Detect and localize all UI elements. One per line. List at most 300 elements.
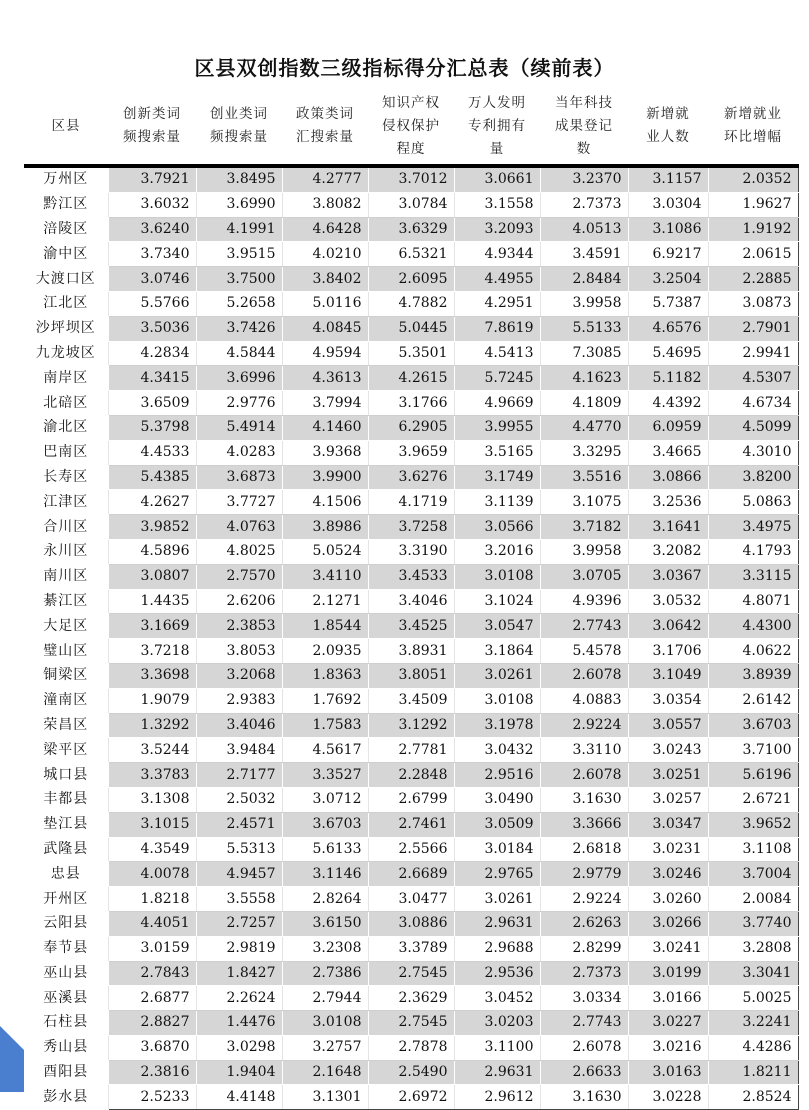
score-cell: 4.9457	[196, 862, 282, 887]
score-cell: 2.9383	[196, 688, 282, 713]
district-name: 黔江区	[24, 192, 108, 217]
score-cell: 2.6263	[540, 911, 628, 936]
table-row	[24, 1085, 798, 1110]
score-cell: 3.7426	[196, 316, 282, 341]
score-cell: 3.0266	[628, 911, 708, 936]
score-cell: 3.1015	[108, 812, 196, 837]
score-cell: 7.3085	[540, 341, 628, 366]
score-cell: 3.0243	[628, 738, 708, 763]
score-cell: 3.4665	[628, 440, 708, 465]
score-cell: 3.0159	[108, 936, 196, 961]
score-cell: 2.0352	[708, 166, 798, 192]
score-cell: 3.9659	[368, 440, 454, 465]
score-cell: 3.4110	[282, 564, 368, 589]
score-cell: 3.0184	[454, 837, 540, 862]
score-cell: 5.3501	[368, 341, 454, 366]
score-cell: 1.9192	[708, 217, 798, 242]
score-cell: 3.0166	[628, 986, 708, 1011]
score-cell: 3.3295	[540, 440, 628, 465]
score-cell: 3.7921	[108, 166, 196, 192]
score-cell: 3.8986	[282, 515, 368, 540]
score-cell: 4.0210	[282, 242, 368, 267]
score-cell: 5.7245	[454, 366, 540, 391]
score-cell: 2.9941	[708, 341, 798, 366]
score-cell: 7.8619	[454, 316, 540, 341]
score-cell: 3.8495	[196, 166, 282, 192]
score-cell: 3.0712	[282, 787, 368, 812]
score-cell: 4.8071	[708, 589, 798, 614]
district-name: 合川区	[24, 515, 108, 540]
score-cell: 3.0231	[628, 837, 708, 862]
score-cell: 2.3853	[196, 614, 282, 639]
score-cell: 3.6990	[196, 192, 282, 217]
score-cell: 3.0532	[628, 589, 708, 614]
table-row	[24, 366, 798, 391]
score-cell: 2.6095	[368, 267, 454, 292]
score-cell: 4.8025	[196, 539, 282, 564]
table-row	[24, 639, 798, 664]
score-cell: 3.0108	[282, 1011, 368, 1036]
score-cell: 3.0547	[454, 614, 540, 639]
score-cell: 3.1292	[368, 713, 454, 738]
score-cell: 2.1271	[282, 589, 368, 614]
score-cell: 4.1460	[282, 415, 368, 440]
score-cell: 3.5036	[108, 316, 196, 341]
score-cell: 3.0784	[368, 192, 454, 217]
district-name: 南川区	[24, 564, 108, 589]
header-line: 新增就业	[724, 106, 782, 122]
table-row	[24, 887, 798, 912]
score-cell: 2.9819	[196, 936, 282, 961]
table-row	[24, 713, 798, 738]
score-cell: 6.2905	[368, 415, 454, 440]
score-cell: 2.2885	[708, 267, 798, 292]
score-cell: 3.6996	[196, 366, 282, 391]
score-cell: 5.0863	[708, 490, 798, 515]
score-cell: 4.4051	[108, 911, 196, 936]
district-name: 江津区	[24, 490, 108, 515]
score-cell: 5.5766	[108, 291, 196, 316]
district-name: 长寿区	[24, 465, 108, 490]
district-name: 开州区	[24, 887, 108, 912]
score-cell: 5.5313	[196, 837, 282, 862]
score-cell: 3.6703	[282, 812, 368, 837]
district-name: 铜梁区	[24, 663, 108, 688]
score-cell: 2.4571	[196, 812, 282, 837]
score-cell: 3.7500	[196, 267, 282, 292]
score-cell: 4.9669	[454, 391, 540, 416]
district-name: 江北区	[24, 291, 108, 316]
score-cell: 2.0615	[708, 242, 798, 267]
score-table	[24, 88, 799, 1110]
district-name: 永川区	[24, 539, 108, 564]
score-cell: 3.0261	[454, 663, 540, 688]
score-cell: 3.3527	[282, 763, 368, 788]
score-cell: 1.7692	[282, 688, 368, 713]
score-cell: 2.6078	[540, 663, 628, 688]
score-cell: 1.4476	[196, 1011, 282, 1036]
score-cell: 3.1157	[628, 166, 708, 192]
header-line: 程度	[396, 140, 426, 157]
district-name: 渝中区	[24, 242, 108, 267]
score-cell: 2.6633	[540, 1060, 628, 1085]
score-cell: 4.1991	[196, 217, 282, 242]
score-cell: 2.7901	[708, 316, 798, 341]
score-cell: 2.7386	[282, 961, 368, 986]
score-cell: 4.0283	[196, 440, 282, 465]
table-row	[24, 242, 798, 267]
score-cell: 3.6870	[108, 1035, 196, 1060]
score-cell: 3.8082	[282, 192, 368, 217]
score-cell: 2.5490	[368, 1060, 454, 1085]
score-cell: 2.2848	[368, 763, 454, 788]
table-row	[24, 787, 798, 812]
score-cell: 4.4533	[108, 440, 196, 465]
score-cell: 4.1809	[540, 391, 628, 416]
score-cell: 3.1308	[108, 787, 196, 812]
score-cell: 3.1139	[454, 490, 540, 515]
score-cell: 3.4975	[708, 515, 798, 540]
table-row	[24, 763, 798, 788]
district-name: 涪陵区	[24, 217, 108, 242]
district-name: 北碚区	[24, 391, 108, 416]
score-cell: 2.6078	[540, 763, 628, 788]
header-line: 当年科技	[555, 94, 613, 111]
score-cell: 2.5566	[368, 837, 454, 862]
score-cell: 3.1766	[368, 391, 454, 416]
table-row	[24, 192, 798, 217]
score-cell: 3.3190	[368, 539, 454, 564]
score-cell: 5.0025	[708, 986, 798, 1011]
column-header	[454, 88, 540, 166]
score-cell: 2.7461	[368, 812, 454, 837]
table-row	[24, 688, 798, 713]
score-cell: 3.8053	[196, 639, 282, 664]
score-cell: 4.4955	[454, 267, 540, 292]
district-name: 秀山县	[24, 1035, 108, 1060]
score-cell: 2.9612	[454, 1085, 540, 1110]
district-name: 石柱县	[24, 1011, 108, 1036]
score-cell: 1.8363	[282, 663, 368, 688]
score-cell: 4.4392	[628, 391, 708, 416]
score-cell: 5.4385	[108, 465, 196, 490]
score-cell: 3.9958	[540, 539, 628, 564]
district-name: 大渡口区	[24, 267, 108, 292]
score-cell: 4.9344	[454, 242, 540, 267]
district-name: 城口县	[24, 763, 108, 788]
table-row	[24, 862, 798, 887]
score-cell: 4.4300	[708, 614, 798, 639]
score-cell: 5.6133	[282, 837, 368, 862]
score-cell: 4.0845	[282, 316, 368, 341]
header-line: 成果登记	[555, 117, 613, 134]
table-row	[24, 341, 798, 366]
district-name: 酉阳县	[24, 1060, 108, 1085]
score-cell: 1.8211	[708, 1060, 798, 1085]
score-cell: 3.5558	[196, 887, 282, 912]
score-cell: 4.6576	[628, 316, 708, 341]
score-cell: 3.0490	[454, 787, 540, 812]
score-cell: 3.0257	[628, 787, 708, 812]
table-row	[24, 564, 798, 589]
table-row	[24, 1035, 798, 1060]
score-cell: 3.2504	[628, 267, 708, 292]
score-cell: 2.8827	[108, 1011, 196, 1036]
score-cell: 2.5233	[108, 1085, 196, 1110]
score-cell: 1.7583	[282, 713, 368, 738]
score-cell: 3.8939	[708, 663, 798, 688]
score-cell: 6.9217	[628, 242, 708, 267]
score-cell: 4.6734	[708, 391, 798, 416]
score-cell: 3.0873	[708, 291, 798, 316]
table-row	[24, 1060, 798, 1085]
score-cell: 3.0108	[454, 688, 540, 713]
score-cell: 2.6972	[368, 1085, 454, 1110]
score-cell: 2.7781	[368, 738, 454, 763]
table-row	[24, 291, 798, 316]
table-row	[24, 515, 798, 540]
score-cell: 4.5413	[454, 341, 540, 366]
score-cell: 3.2082	[628, 539, 708, 564]
score-cell: 4.1793	[708, 539, 798, 564]
table-row	[24, 490, 798, 515]
header-line: 量	[489, 140, 505, 157]
score-cell: 1.9627	[708, 192, 798, 217]
table-row	[24, 440, 798, 465]
header-line: 知识产权	[382, 94, 440, 111]
score-cell: 3.0557	[628, 713, 708, 738]
score-cell: 3.9652	[708, 812, 798, 837]
score-cell: 2.0084	[708, 887, 798, 912]
score-cell: 2.6206	[196, 589, 282, 614]
score-cell: 3.2808	[708, 936, 798, 961]
score-cell: 2.8524	[708, 1085, 798, 1110]
score-cell: 3.7182	[540, 515, 628, 540]
score-cell: 4.5307	[708, 366, 798, 391]
score-cell: 2.7177	[196, 763, 282, 788]
score-cell: 4.2627	[108, 490, 196, 515]
score-cell: 3.3115	[708, 564, 798, 589]
district-name: 巫山县	[24, 961, 108, 986]
score-cell: 3.6509	[108, 391, 196, 416]
table-row	[24, 316, 798, 341]
table-row	[24, 986, 798, 1011]
score-cell: 2.6689	[368, 862, 454, 887]
score-cell: 3.7727	[196, 490, 282, 515]
score-cell: 3.0163	[628, 1060, 708, 1085]
header-line: 数	[576, 140, 592, 157]
district-name: 梁平区	[24, 738, 108, 763]
score-cell: 5.3798	[108, 415, 196, 440]
score-cell: 3.3783	[108, 763, 196, 788]
score-cell: 5.0524	[282, 539, 368, 564]
score-cell: 2.6818	[540, 837, 628, 862]
table-body	[24, 166, 798, 1110]
score-cell: 4.0078	[108, 862, 196, 887]
score-cell: 3.6032	[108, 192, 196, 217]
table-row	[24, 812, 798, 837]
score-cell: 3.0705	[540, 564, 628, 589]
score-cell: 4.9396	[540, 589, 628, 614]
score-cell: 4.3415	[108, 366, 196, 391]
header-line: 区县	[51, 117, 81, 134]
score-cell: 3.2241	[708, 1011, 798, 1036]
score-cell: 3.4509	[368, 688, 454, 713]
header-row	[24, 88, 798, 166]
score-cell: 5.5133	[540, 316, 628, 341]
score-cell: 3.7100	[708, 738, 798, 763]
district-name: 丰都县	[24, 787, 108, 812]
score-cell: 3.6873	[196, 465, 282, 490]
score-cell: 2.3816	[108, 1060, 196, 1085]
score-cell: 4.1623	[540, 366, 628, 391]
score-cell: 4.0763	[196, 515, 282, 540]
score-cell: 2.7373	[540, 961, 628, 986]
district-name: 璧山区	[24, 639, 108, 664]
score-cell: 2.9536	[454, 961, 540, 986]
score-cell: 3.6276	[368, 465, 454, 490]
score-cell: 3.0241	[628, 936, 708, 961]
score-cell: 3.0261	[454, 887, 540, 912]
score-cell: 3.1558	[454, 192, 540, 217]
score-cell: 4.4148	[196, 1085, 282, 1110]
score-cell: 3.0347	[628, 812, 708, 837]
district-name: 渝北区	[24, 415, 108, 440]
score-cell: 5.2658	[196, 291, 282, 316]
table-row	[24, 911, 798, 936]
district-name: 綦江区	[24, 589, 108, 614]
score-cell: 3.4533	[368, 564, 454, 589]
score-cell: 4.5099	[708, 415, 798, 440]
score-cell: 3.0304	[628, 192, 708, 217]
score-cell: 3.0642	[628, 614, 708, 639]
table-row	[24, 217, 798, 242]
score-cell: 3.1749	[454, 465, 540, 490]
score-cell: 3.0452	[454, 986, 540, 1011]
district-name: 垫江县	[24, 812, 108, 837]
score-cell: 2.7743	[540, 614, 628, 639]
score-cell: 2.8484	[540, 267, 628, 292]
score-cell: 3.0509	[454, 812, 540, 837]
score-cell: 4.3613	[282, 366, 368, 391]
score-cell: 3.7994	[282, 391, 368, 416]
score-cell: 3.3789	[368, 936, 454, 961]
table-row	[24, 936, 798, 961]
score-cell: 2.7878	[368, 1035, 454, 1060]
score-cell: 3.9515	[196, 242, 282, 267]
header-line: 业人数	[646, 129, 690, 145]
column-header	[282, 88, 368, 166]
table-row	[24, 1011, 798, 1036]
table-row	[24, 961, 798, 986]
score-cell: 4.5844	[196, 341, 282, 366]
score-cell: 2.8299	[540, 936, 628, 961]
score-cell: 2.6799	[368, 787, 454, 812]
score-cell: 2.0935	[282, 639, 368, 664]
score-cell: 4.1719	[368, 490, 454, 515]
column-header	[196, 88, 282, 166]
score-cell: 3.9955	[454, 415, 540, 440]
score-cell: 3.7218	[108, 639, 196, 664]
score-cell: 2.8264	[282, 887, 368, 912]
score-cell: 3.0298	[196, 1035, 282, 1060]
score-cell: 3.1978	[454, 713, 540, 738]
score-cell: 1.4435	[108, 589, 196, 614]
score-cell: 3.6240	[108, 217, 196, 242]
score-cell: 3.8200	[708, 465, 798, 490]
score-cell: 3.9852	[108, 515, 196, 540]
score-cell: 1.8544	[282, 614, 368, 639]
score-cell: 2.7373	[540, 192, 628, 217]
score-cell: 3.2068	[196, 663, 282, 688]
score-cell: 4.2777	[282, 166, 368, 192]
score-cell: 2.7545	[368, 1011, 454, 1036]
district-name: 荣昌区	[24, 713, 108, 738]
score-cell: 4.2951	[454, 291, 540, 316]
score-cell: 3.1024	[454, 589, 540, 614]
score-cell: 1.9404	[196, 1060, 282, 1085]
score-cell: 3.0807	[108, 564, 196, 589]
score-cell: 6.5321	[368, 242, 454, 267]
column-header	[708, 88, 798, 166]
score-cell: 3.6329	[368, 217, 454, 242]
score-cell: 3.6703	[708, 713, 798, 738]
score-cell: 3.2093	[454, 217, 540, 242]
header-line: 政策类词	[296, 106, 354, 122]
table-row	[24, 391, 798, 416]
score-cell: 3.0246	[628, 862, 708, 887]
score-cell: 3.7004	[708, 862, 798, 887]
score-cell: 3.5165	[454, 440, 540, 465]
score-cell: 2.9779	[540, 862, 628, 887]
score-cell: 2.7944	[282, 986, 368, 1011]
score-cell: 3.0367	[628, 564, 708, 589]
score-cell: 3.6150	[282, 911, 368, 936]
score-cell: 2.6721	[708, 787, 798, 812]
table-row	[24, 738, 798, 763]
score-cell: 5.4695	[628, 341, 708, 366]
score-cell: 5.1182	[628, 366, 708, 391]
score-cell: 3.1630	[540, 1085, 628, 1110]
score-cell: 3.1706	[628, 639, 708, 664]
score-cell: 3.0227	[628, 1011, 708, 1036]
score-cell: 1.8218	[108, 887, 196, 912]
score-cell: 3.0334	[540, 986, 628, 1011]
district-name: 南岸区	[24, 366, 108, 391]
district-name: 云阳县	[24, 911, 108, 936]
score-cell: 3.0866	[628, 465, 708, 490]
column-header	[540, 88, 628, 166]
score-cell: 3.0746	[108, 267, 196, 292]
score-cell: 2.7843	[108, 961, 196, 986]
score-cell: 4.4770	[540, 415, 628, 440]
score-cell: 3.2757	[282, 1035, 368, 1060]
score-cell: 4.5896	[108, 539, 196, 564]
table-row	[24, 539, 798, 564]
score-cell: 2.9631	[454, 1060, 540, 1085]
score-cell: 3.1075	[540, 490, 628, 515]
table-row	[24, 589, 798, 614]
score-cell: 1.9079	[108, 688, 196, 713]
score-cell: 2.7545	[368, 961, 454, 986]
district-name: 潼南区	[24, 688, 108, 713]
score-cell: 3.0216	[628, 1035, 708, 1060]
column-header	[108, 88, 196, 166]
score-cell: 3.1146	[282, 862, 368, 887]
score-cell: 3.0477	[368, 887, 454, 912]
score-cell: 3.0886	[368, 911, 454, 936]
score-cell: 3.1108	[708, 837, 798, 862]
